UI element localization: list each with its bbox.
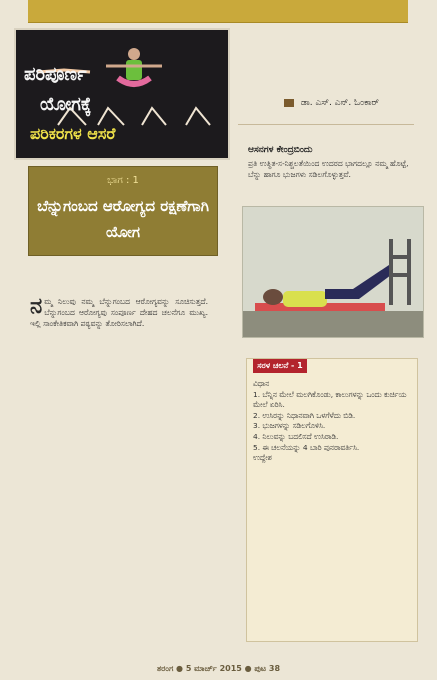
- article-body: [30, 293, 208, 656]
- yoga-photo: [242, 206, 424, 338]
- drop-cap: ನ: [30, 293, 43, 319]
- list-item: ಉದ್ದೇಶ: [253, 453, 272, 463]
- list-item: 3. ಭುಜಗಳನ್ನು ಸಡಿಲಗೊಳಿಸಿ.: [253, 421, 326, 431]
- list-item: 2. ಉಸಿರನ್ನು ನಿಧಾನವಾಗಿ ಒಳಗೆಳೆದು ಬಿಡಿ.: [253, 410, 356, 420]
- exercise-sidebar: [246, 358, 418, 642]
- focus-text: ಪ್ರತಿ ಉತ್ಥಿತ-ಸ-ನಿಶ್ಚಲತೆಯಿಂದ ಉದರದ ಭಾಗದಲ್ಲೂ ನಮ್ಮ ಹೊಟ್ಟೆ, ಬೆನ್ನು ಹಾಗೂ ಭುಜಗಳು ಸಡಿಲಗೊಳ್ಳುತ್ತವೆ.: [248, 159, 409, 179]
- square-icon: [284, 99, 294, 107]
- title-line-2: ಯೋಗಕ್ಕೆ: [40, 94, 92, 115]
- list-item: ವಿಧಾನ: [253, 379, 270, 388]
- list-item: 1. ಬೆನ್ನಿನ ಮೇಲೆ ಮಲಗಿಕೊಂಡು, ಕಾಲುಗಳನ್ನು ಒಂದು ಕುರ್ಚಿಯ ಮೇಲೆ ಏರಿಸಿ.: [253, 389, 407, 410]
- section-headline: ಬೆನ್ನುಗಂಬದ ಆರೋಗ್ಯದ ರಕ್ಷಣೆಗಾಗಿ ಯೋಗ: [37, 197, 209, 241]
- title-box: [14, 28, 230, 160]
- author-line: [284, 98, 379, 108]
- exercise-list: [253, 379, 413, 464]
- article-text: ಮ್ಮ ನಿಲುವು ನಮ್ಮ ಬೆನ್ನುಗಂಬದ ಆರೋಗ್ಯವನ್ನು ಸೂಚಿಸುತ್ತದೆ. ಬೆನ್ನುಗಂಬದ ಆರೋಗ್ಯವು ಸಂಪೂರ್ಣ ದೇಹದ ಚಲನೆಗೂ ಮುಖ್ಯ. ಇಲ್ಲಿ ಸಾಂಕೇತಿಕವಾಗಿ ಪಠ್ಯವನ್ನು ತೋರಿಸಲಾಗಿದೆ.: [30, 297, 208, 329]
- title-line-3: ಪರಿಕರಗಳ ಆಸರೆ: [30, 124, 116, 143]
- section-banner: [28, 166, 218, 256]
- author-name: ಡಾ. ಎಸ್. ಎನ್. ಓಂಕಾರ್: [300, 98, 380, 108]
- focus-heading: ಆಸನಗಳ ಕೇಂದ್ರಬಿಂದು: [248, 145, 313, 155]
- divider: [238, 124, 414, 125]
- title-line-1: ಪರಿಪೂರ್ಣ: [24, 64, 87, 85]
- part-label: ಭಾಗ : 1: [107, 175, 139, 186]
- top-band: [28, 0, 408, 23]
- page-footer: ತರಂಗ ● 5 ಮಾರ್ಚ್ 2015 ● ಪುಟ 38: [156, 664, 281, 673]
- list-item: 4. ನಿಲುವನ್ನು ಬದಲಿಸದೆ ಉಸಿರಾಡಿ.: [253, 431, 339, 441]
- exercise-tag: ಸರಳ ಚಲನೆ - 1: [253, 359, 307, 373]
- list-item: 5. ಈ ಚಲನೆಯನ್ನು 4 ಬಾರಿ ಪುನರಾವರ್ತಿಸಿ.: [253, 442, 360, 452]
